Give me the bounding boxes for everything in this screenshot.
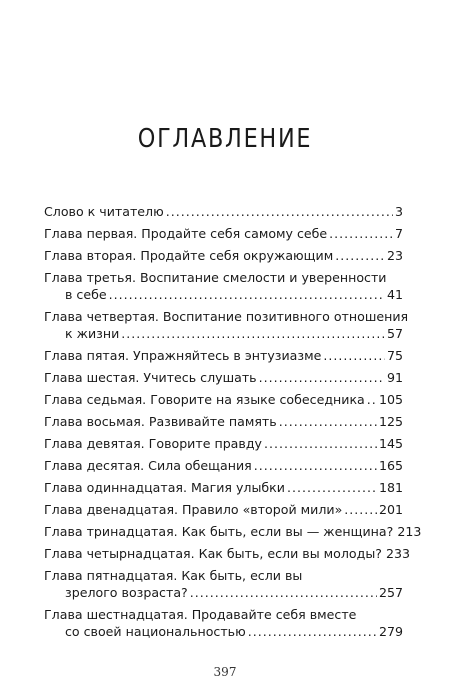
toc-line xyxy=(44,435,403,452)
toc-entry-title: Глава третья. Воспитание смелости и уверенности xyxy=(44,270,387,285)
toc-entry xyxy=(44,308,409,342)
dot-leader xyxy=(264,435,377,452)
toc-entry-page: 145 xyxy=(378,436,403,451)
toc-entry xyxy=(44,435,403,452)
dot-leader xyxy=(367,391,377,408)
toc-entry-title: в себе xyxy=(65,287,107,302)
toc-line xyxy=(44,606,403,623)
toc-entry-page: 57 xyxy=(386,326,403,341)
toc-line xyxy=(44,269,403,286)
toc-entry-page: 125 xyxy=(378,414,403,429)
toc-entry xyxy=(44,247,403,264)
toc-line xyxy=(44,286,403,303)
toc-entry xyxy=(44,457,403,474)
toc-entry-page: 41 xyxy=(386,287,403,302)
toc-entry-title: к жизни xyxy=(65,326,120,341)
toc-line xyxy=(44,391,403,408)
toc-entry-title: Глава двенадцатая. Правило «второй мили» xyxy=(44,502,343,517)
toc-entry-title: Глава четырнадцатая. Как быть, если вы молоды? xyxy=(44,546,382,561)
toc-entry-page: 3 xyxy=(394,204,403,219)
toc-entry xyxy=(44,369,403,386)
toc-line xyxy=(44,545,410,562)
toc-line xyxy=(44,247,403,264)
toc-entry-title: Глава тринадцатая. Как быть, если вы — женщина? xyxy=(44,524,394,539)
toc-line xyxy=(44,413,403,430)
page-title: ОГЛАВЛЕНИЕ xyxy=(137,124,313,154)
dot-leader xyxy=(254,457,377,474)
toc-line xyxy=(44,308,409,325)
toc-entry-title: Глава вторая. Продайте себя окружающим xyxy=(44,248,334,263)
toc-line xyxy=(44,325,403,342)
dot-leader xyxy=(259,369,385,386)
dot-leader xyxy=(190,584,377,601)
toc-entry xyxy=(44,225,403,242)
dot-leader xyxy=(121,325,385,342)
toc-line xyxy=(44,584,403,601)
toc-entry-title: Глава пятнадцатая. Как быть, если вы xyxy=(44,568,303,583)
toc-line xyxy=(44,501,403,518)
toc-line xyxy=(44,623,403,640)
toc-entry-page: 105 xyxy=(378,392,403,407)
toc-entry-page: 75 xyxy=(386,348,403,363)
toc-entry-title: Глава десятая. Сила обещания xyxy=(44,458,252,473)
toc-entry-title: Глава одиннадцатая. Магия улыбки xyxy=(44,480,285,495)
dot-leader xyxy=(166,203,393,220)
toc-entry xyxy=(44,413,403,430)
toc-entry-title: Глава девятая. Говорите правду xyxy=(44,436,262,451)
toc-line xyxy=(44,523,422,540)
toc-entry-title: Глава пятая. Упражняйтесь в энтузиазме xyxy=(44,348,322,363)
toc-entry xyxy=(44,391,403,408)
toc-line xyxy=(44,225,403,242)
dot-leader xyxy=(287,479,377,496)
toc-entry-title: Глава четвертая. Воспитание позитивного отношения xyxy=(44,309,409,324)
toc-entry-page: 257 xyxy=(378,585,403,600)
toc-entry-page: 181 xyxy=(378,480,403,495)
toc-line xyxy=(44,457,403,474)
toc-entry-title: Глава шестнадцатая. Продавайте себя вместе xyxy=(44,607,357,622)
toc-line xyxy=(44,567,403,584)
toc-entry-title: Глава шестая. Учитесь слушать xyxy=(44,370,257,385)
dot-leader xyxy=(109,286,385,303)
dot-leader xyxy=(344,501,377,518)
toc-line xyxy=(44,203,403,220)
toc-entry-title: Глава седьмая. Говорите на языке собеседника xyxy=(44,392,365,407)
toc-entry-page: 213 xyxy=(397,524,422,539)
toc-entry-page: 279 xyxy=(378,624,403,639)
dot-leader xyxy=(279,413,377,430)
dot-leader xyxy=(335,247,385,264)
toc-entry xyxy=(44,347,403,364)
toc-entry-title: Глава первая. Продайте себя самому себе xyxy=(44,226,328,241)
toc-line xyxy=(44,369,403,386)
toc-entry-title: Слово к читателю xyxy=(44,204,164,219)
toc-entry-page: 7 xyxy=(394,226,403,241)
toc-entry-page: 201 xyxy=(378,502,403,517)
toc-entry xyxy=(44,203,403,220)
toc-entry xyxy=(44,606,403,640)
toc-entry xyxy=(44,523,422,540)
toc-entry-page: 91 xyxy=(386,370,403,385)
toc-entry-title: зрелого возраста? xyxy=(65,585,188,600)
toc-entry xyxy=(44,501,403,518)
toc-entry xyxy=(44,269,403,303)
dot-leader xyxy=(329,225,393,242)
toc-entry xyxy=(44,567,403,601)
toc-entry-title: со своей национальностью xyxy=(65,624,246,639)
toc-line xyxy=(44,479,403,496)
dot-leader xyxy=(323,347,385,364)
toc-entry-page: 165 xyxy=(378,458,403,473)
toc-entry xyxy=(44,545,410,562)
toc-line xyxy=(44,347,403,364)
page-number: 397 xyxy=(213,665,237,679)
toc-entry-page: 23 xyxy=(386,248,403,263)
toc-entry-page: 233 xyxy=(385,546,410,561)
toc-entry xyxy=(44,479,403,496)
dot-leader xyxy=(248,623,377,640)
table-of-contents xyxy=(44,203,422,645)
toc-entry-title: Глава восьмая. Развивайте память xyxy=(44,414,277,429)
